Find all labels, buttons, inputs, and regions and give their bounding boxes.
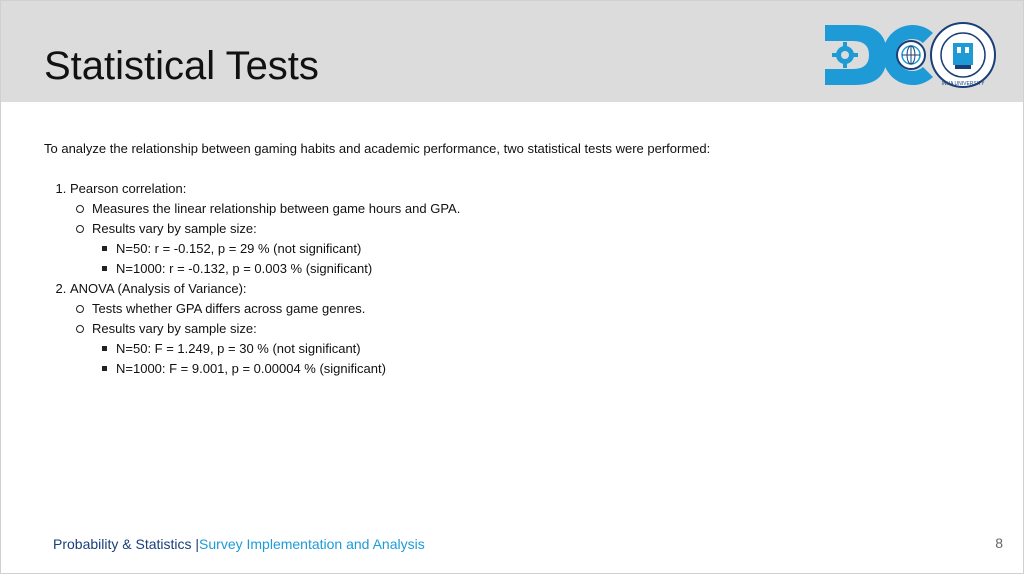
list-item: N=1000: F = 9.001, p = 0.00004 % (significant): [102, 359, 984, 379]
square-bullet-icon: [102, 346, 107, 351]
intro-text: To analyze the relationship between gaming habits and academic performance, two statistical tests were performed:: [44, 141, 711, 156]
slide-title: Statistical Tests: [44, 44, 319, 88]
university-seal-icon: [931, 23, 995, 87]
tests-list: [44, 179, 984, 379]
list-item: N=50: F = 1.249, p = 30 % (not significant): [102, 339, 984, 359]
list-item: Results vary by sample size: N=50: r = -0.152, p = 29 % (not significant) N=1000: r = -0.132, p = 0.003 % (significant): [76, 219, 984, 279]
list-item: N=1000: r = -0.132, p = 0.003 % (significant): [102, 259, 984, 279]
square-bullet-icon: [102, 366, 107, 371]
gear-icon: [825, 25, 887, 85]
page-number: 8: [995, 535, 1003, 551]
footer-course: Probability & Statistics |: [53, 536, 200, 552]
test-label: Pearson correlation:: [70, 181, 187, 196]
list-item: Measures the linear relationship between game hours and GPA.: [76, 199, 984, 219]
list-item: Tests whether GPA differs across game genres.: [76, 299, 984, 319]
circle-bullet-icon: [76, 325, 84, 333]
list-item: N=50: r = -0.152, p = 29 % (not significant): [102, 239, 984, 259]
result-list: [92, 339, 984, 379]
square-bullet-icon: [102, 266, 107, 271]
square-bullet-icon: [102, 246, 107, 251]
circle-bullet-icon: [76, 305, 84, 313]
footer-subtitle: Survey Implementation and Analysis: [199, 536, 425, 552]
test-details: [70, 299, 984, 379]
circle-bullet-icon: [76, 205, 84, 213]
title-bar: [1, 1, 1023, 102]
logo: [823, 19, 999, 91]
svg-text:INHA UNIVERSITY: INHA UNIVERSITY: [941, 81, 985, 87]
globe-emblem-icon: [883, 25, 933, 85]
circle-bullet-icon: [76, 225, 84, 233]
test-item-anova: [70, 279, 984, 379]
test-details: [70, 199, 984, 279]
list-item: Results vary by sample size: N=50: F = 1.249, p = 30 % (not significant) N=1000: F = 9.001, p = 0.00004 % (significant): [76, 319, 984, 379]
result-list: [92, 239, 984, 279]
slide-body: [44, 139, 984, 379]
test-label: ANOVA (Analysis of Variance):: [70, 281, 247, 296]
test-item-pearson: [70, 179, 984, 279]
footer: [53, 536, 425, 552]
